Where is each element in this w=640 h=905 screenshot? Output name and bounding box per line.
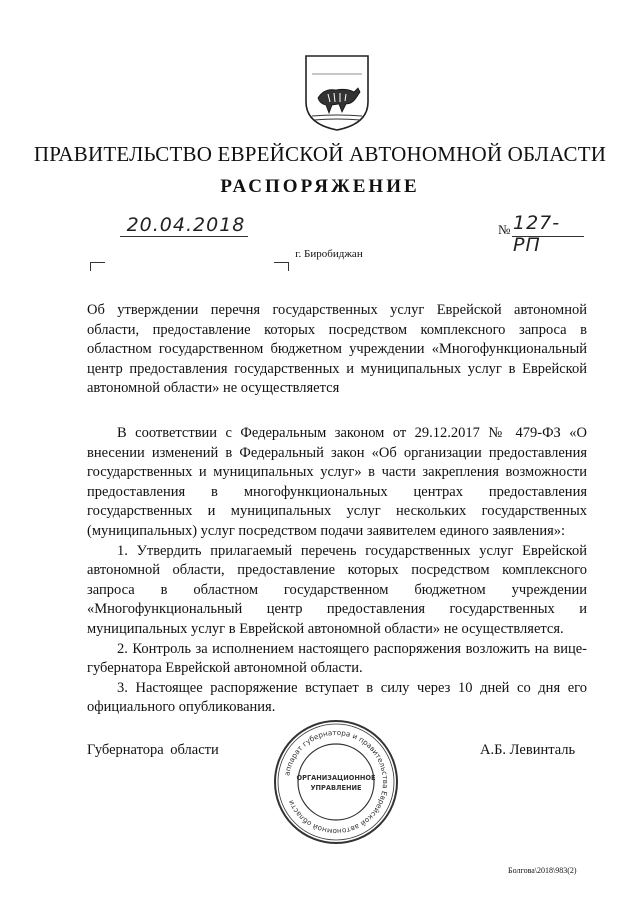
preamble-paragraph: В соответствии с Федеральным законом от 29.12.2017 № 479-ФЗ «О внесении изменений в Федеральный закон «Об организации предоставления государственных и муниципальных услуг» в части закрепления возможности предоставления в многофункциональных центрах предоставления государственных и муниципальных услуг нескольких государственных (муниципальных) услуг посредством подачи заявителем единого заявления»: [87,425,587,539]
city: г. Биробиджан [295,248,363,260]
signer-name: А.Б. Левинталь [480,742,576,758]
stamp-center-line2: УПРАВЛЕНИЕ [310,784,362,792]
document-type: РАСПОРЯЖЕНИЕ [220,176,420,197]
stamp-center-line1: ОРГАНИЗАЦИОННОЕ [296,774,376,782]
government-title: ПРАВИТЕЛЬСТВО ЕВРЕЙСКОЙ АВТОНОМНОЙ ОБЛАСТИ [33,142,607,166]
signer-title: Губернатора области [87,742,219,758]
subject-corner-right [274,262,289,271]
official-stamp [272,718,400,846]
date-underline [120,236,248,237]
number-underline [512,236,584,237]
file-reference: Болгова\2018\983(2) [508,866,577,875]
stamp-ring-text: аппарат губернатора и правительства Еврейской автономной области [282,727,391,837]
item-paragraph: 3. Настоящее распоряжение вступает в силу через 10 дней со дня его официального опубликования. [87,679,587,716]
item-paragraph: 1. Утвердить прилагаемый перечень государственных услуг Еврейской автономной области, предоставление которых посредством комплексного запроса в областном государственном бюджетном учреждении «Многофункциональный центр предоставления государственных и муниципальных услуг в Еврейской автономной области» не осуществляется. [87,542,587,637]
subject-corner-left [90,262,105,271]
document-subject: Об утверждении перечня государственных услуг Еврейской автономной области, предоставление которых посредством комплексного запроса в областном государственном бюджетном учреждении «Многофункциональный центр предоставления государственных и муниципальных услуг в Еврейской автономной области» не осуществляется [87,302,587,397]
document-date: 20.04.2018 [126,214,246,236]
item-paragraph: 2. Контроль за исполнением настоящего распоряжения возложить на вице-губернатора Еврейской автономной области. [87,640,587,677]
document-number: 127-РП [513,212,561,256]
coat-of-arms-emblem [302,52,372,132]
document-body [87,424,587,718]
number-sign: № [498,222,511,237]
